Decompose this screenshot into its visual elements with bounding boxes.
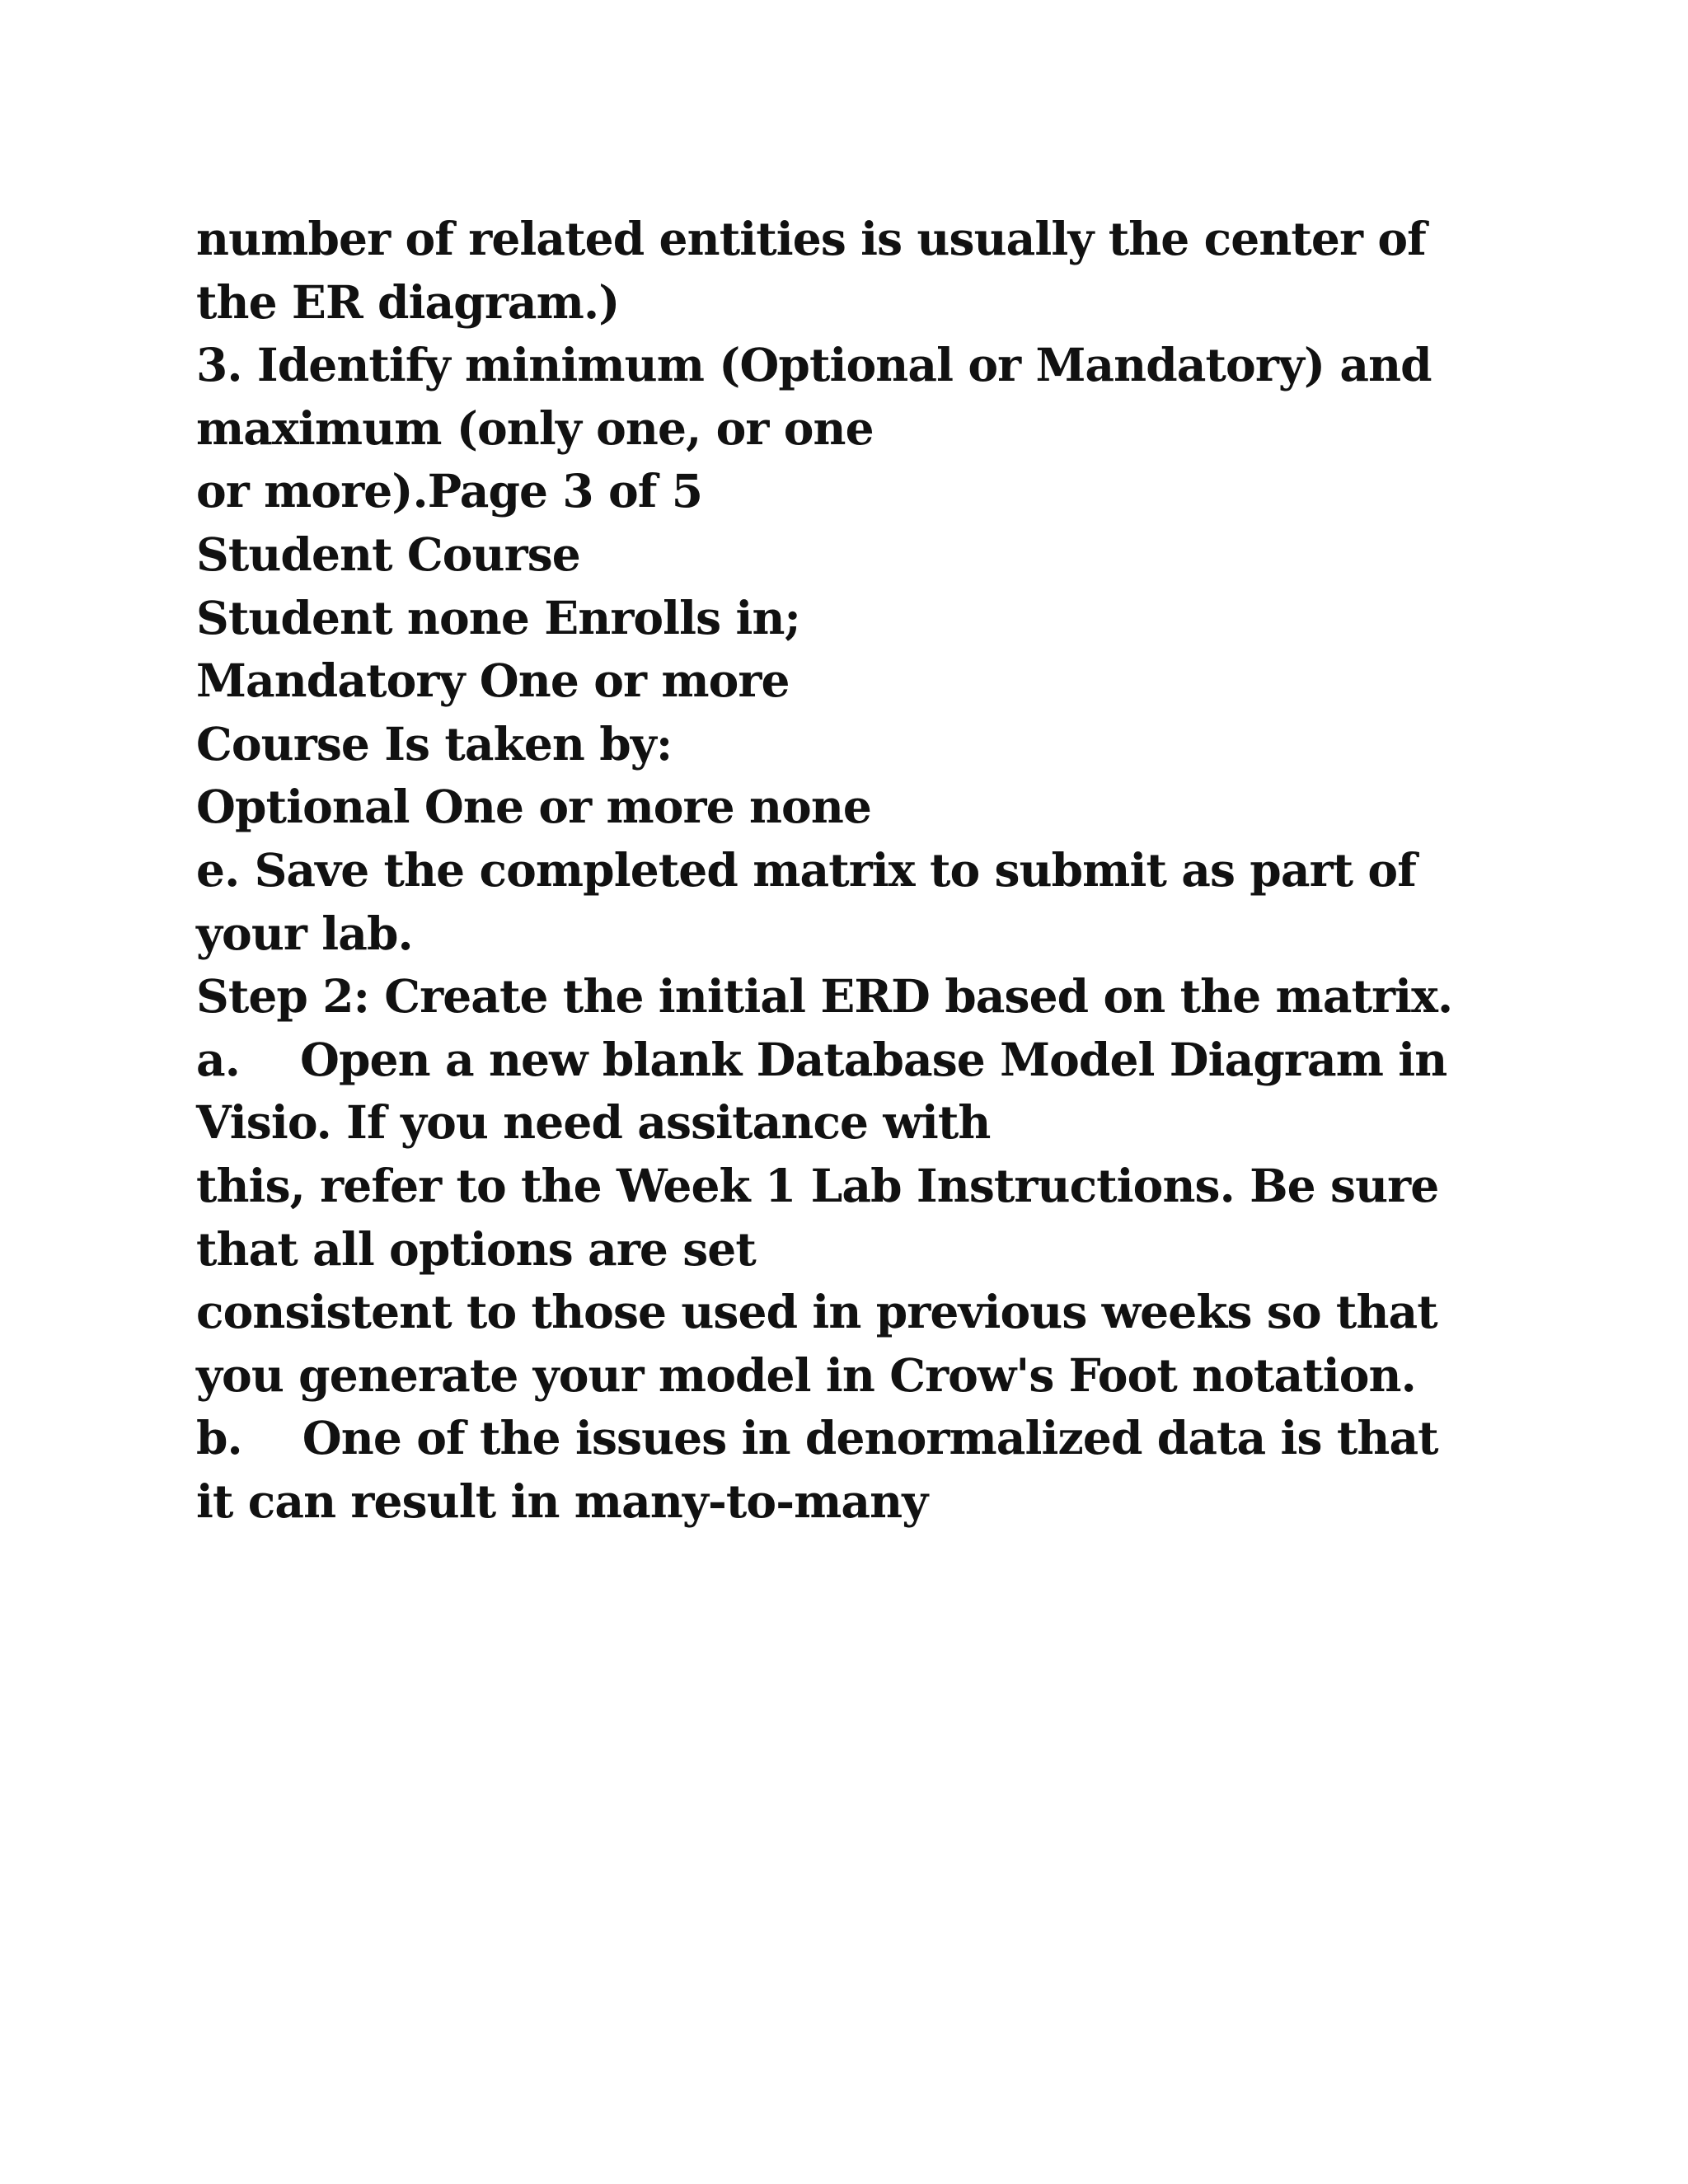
text-line: Mandatory One or more bbox=[196, 654, 790, 708]
text-line: b. One of the issues in denormalized data is that bbox=[196, 1411, 1438, 1465]
text-line: number of related entities is usually the center of bbox=[196, 212, 1426, 265]
text-line: e. Save the completed matrix to submit as part of bbox=[196, 842, 1416, 897]
text-line: Optional One or more none bbox=[196, 780, 872, 834]
text-line: a. Open a new blank Database Model Diagram in bbox=[196, 1032, 1447, 1086]
text-line: Student none Enrolls in; bbox=[196, 590, 800, 644]
text-line: Step 2: Create the initial ERD based on the matrix. bbox=[196, 969, 1453, 1024]
text-line: your lab. bbox=[196, 906, 413, 960]
text-line: Student Course bbox=[196, 527, 580, 581]
text-line: you generate your model in Crow's Foot notation. bbox=[196, 1347, 1416, 1402]
text-line: the ER diagram.) bbox=[196, 274, 620, 329]
text-line: Visio. If you need assitance with bbox=[196, 1095, 991, 1150]
text-line: or more).Page 3 of 5 bbox=[196, 464, 703, 518]
document-text-block bbox=[196, 208, 1548, 1533]
text-line: consistent to those used in previous weeks so that bbox=[196, 1285, 1437, 1339]
text-line: it can result in many-to-many bbox=[196, 1474, 928, 1528]
text-line: that all options are set bbox=[196, 1221, 756, 1276]
text-line: 3. Identify minimum (Optional or Mandatory) and bbox=[196, 338, 1432, 392]
text-line: this, refer to the Week 1 Lab Instructions. Be sure bbox=[196, 1158, 1439, 1212]
text-line: Course Is taken by: bbox=[196, 716, 673, 771]
text-line: maximum (only one, or one bbox=[196, 401, 874, 455]
